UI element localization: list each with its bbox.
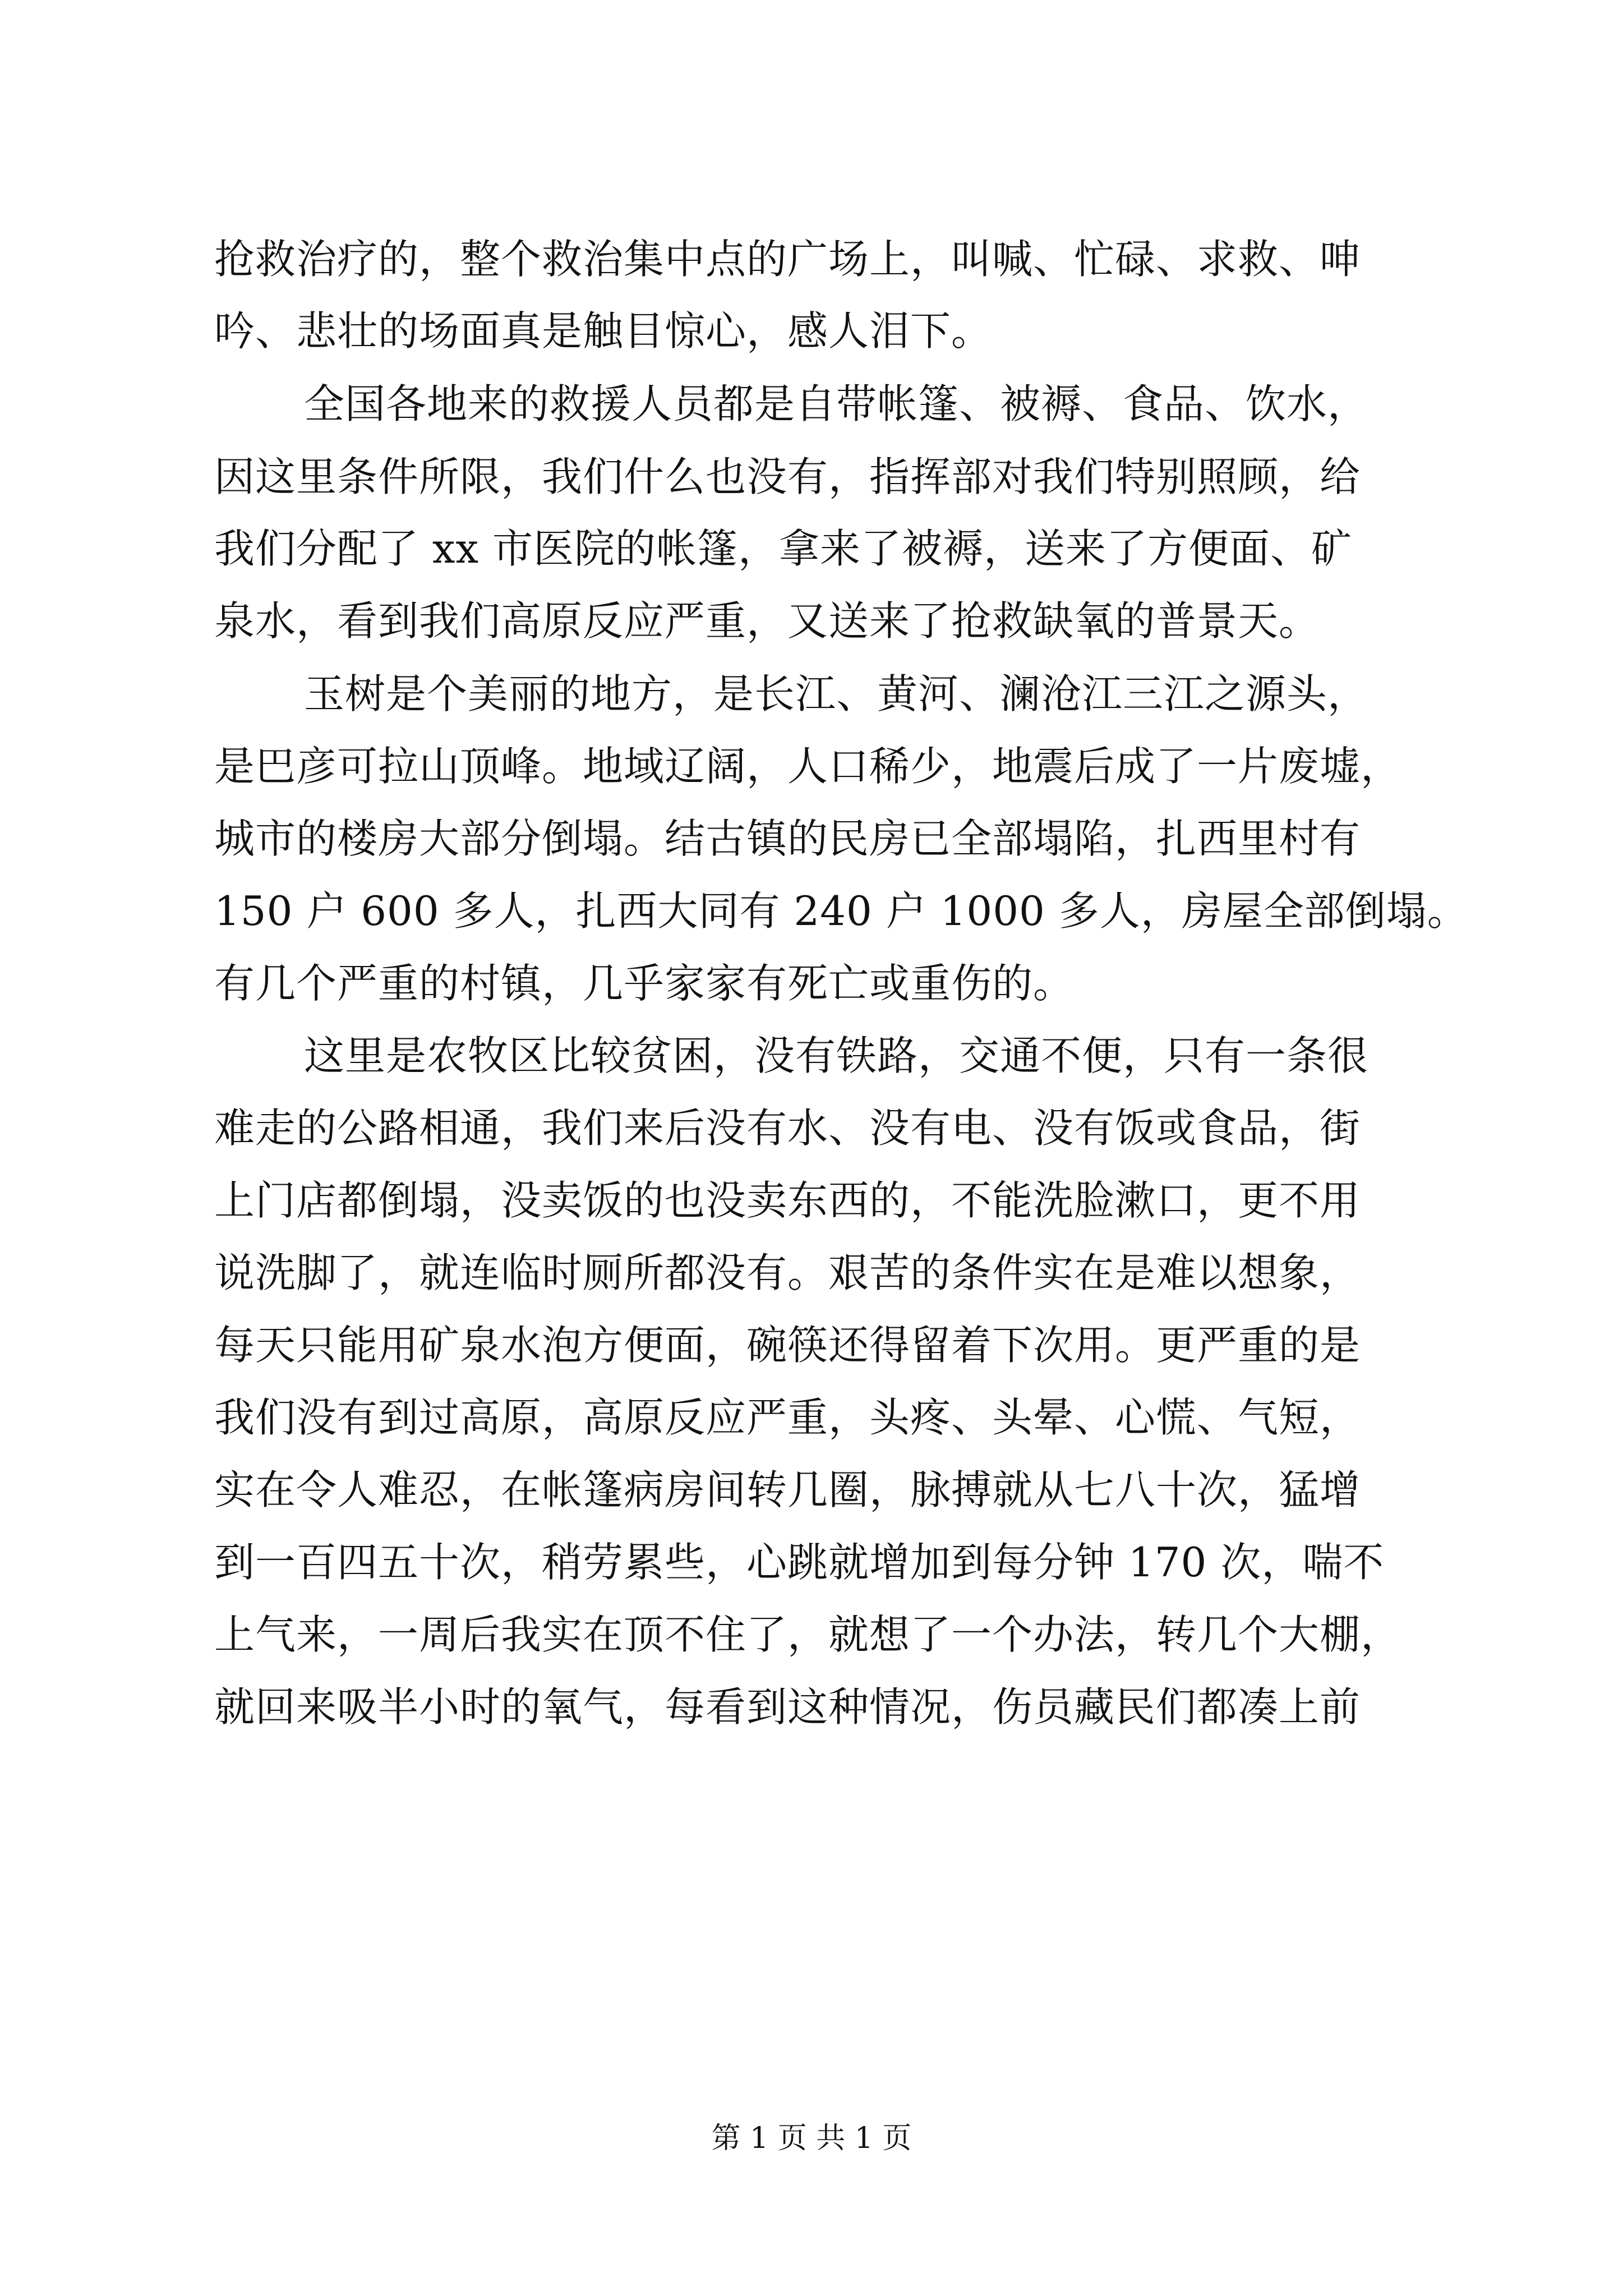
- text-line: 上气来，一周后我实在顶不住了，就想了一个办法，转几个大棚，: [214, 1611, 1402, 1658]
- text-line: 因这里条件所限，我们什么也没有，指挥部对我们特别照顾，给: [214, 453, 1361, 500]
- text-line: 每天只能用矿泉水泡方便面，碗筷还得留着下次用。更严重的是: [214, 1322, 1361, 1369]
- text-line: 150 户 600 多人，扎西大同有 240 户 1000 多人，房屋全部倒塌。: [214, 887, 1468, 935]
- paragraph-first-line: 全国各地来的救援人员都是自带帐篷、被褥、食品、饮水，: [304, 380, 1369, 427]
- text-line: 难走的公路相通，我们来后没有水、没有电、没有饭或食品，街: [214, 1105, 1361, 1152]
- paragraph-first-line: 这里是农牧区比较贫困，没有铁路，交通不便，只有一条很: [304, 1032, 1369, 1079]
- text-line: 到一百四五十次，稍劳累些，心跳就增加到每分钟 170 次，喘不: [214, 1539, 1385, 1586]
- text-line: 城市的楼房大部分倒塌。结古镇的民房已全部塌陷，扎西里村有: [214, 815, 1361, 862]
- text-line: 抢救治疗的，整个救治集中点的广场上，叫喊、忙碌、求救、呻: [214, 236, 1361, 283]
- paragraph-first-line: 玉树是个美丽的地方，是长江、黄河、澜沧江三江之源头，: [304, 670, 1369, 717]
- text-line: 实在令人难忍，在帐篷病房间转几圈，脉搏就从七八十次，猛增: [214, 1466, 1361, 1513]
- text-line: 吟、悲壮的场面真是触目惊心，感人泪下。: [214, 307, 993, 355]
- text-line: 我们分配了 xx 市医院的帐篷，拿来了被褥，送来了方便面、矿: [214, 525, 1352, 572]
- text-line: 我们没有到过高原，高原反应严重，头疼、头晕、心慌、气短，: [214, 1394, 1361, 1441]
- text-line: 说洗脚了，就连临时厕所都没有。艰苦的条件实在是难以想象，: [214, 1249, 1361, 1296]
- page-number-label: 第 1 页 共 1 页: [711, 2122, 912, 2155]
- text-line: 上门店都倒塌，没卖饭的也没卖东西的，不能洗脸漱口，更不用: [214, 1177, 1361, 1224]
- text-line: 泉水，看到我们高原反应严重，又送来了抢救缺氧的普景天。: [214, 597, 1320, 645]
- text-line: 是巴彦可拉山顶峰。地域辽阔，人口稀少，地震后成了一片废墟，: [214, 743, 1402, 790]
- text-line: 有几个严重的村镇，几乎家家有死亡或重伤的。: [214, 960, 1075, 1007]
- text-line: 就回来吸半小时的氧气，每看到这种情况，伤员藏民们都凑上前: [214, 1683, 1361, 1731]
- page-footer: [0, 2116, 1623, 2161]
